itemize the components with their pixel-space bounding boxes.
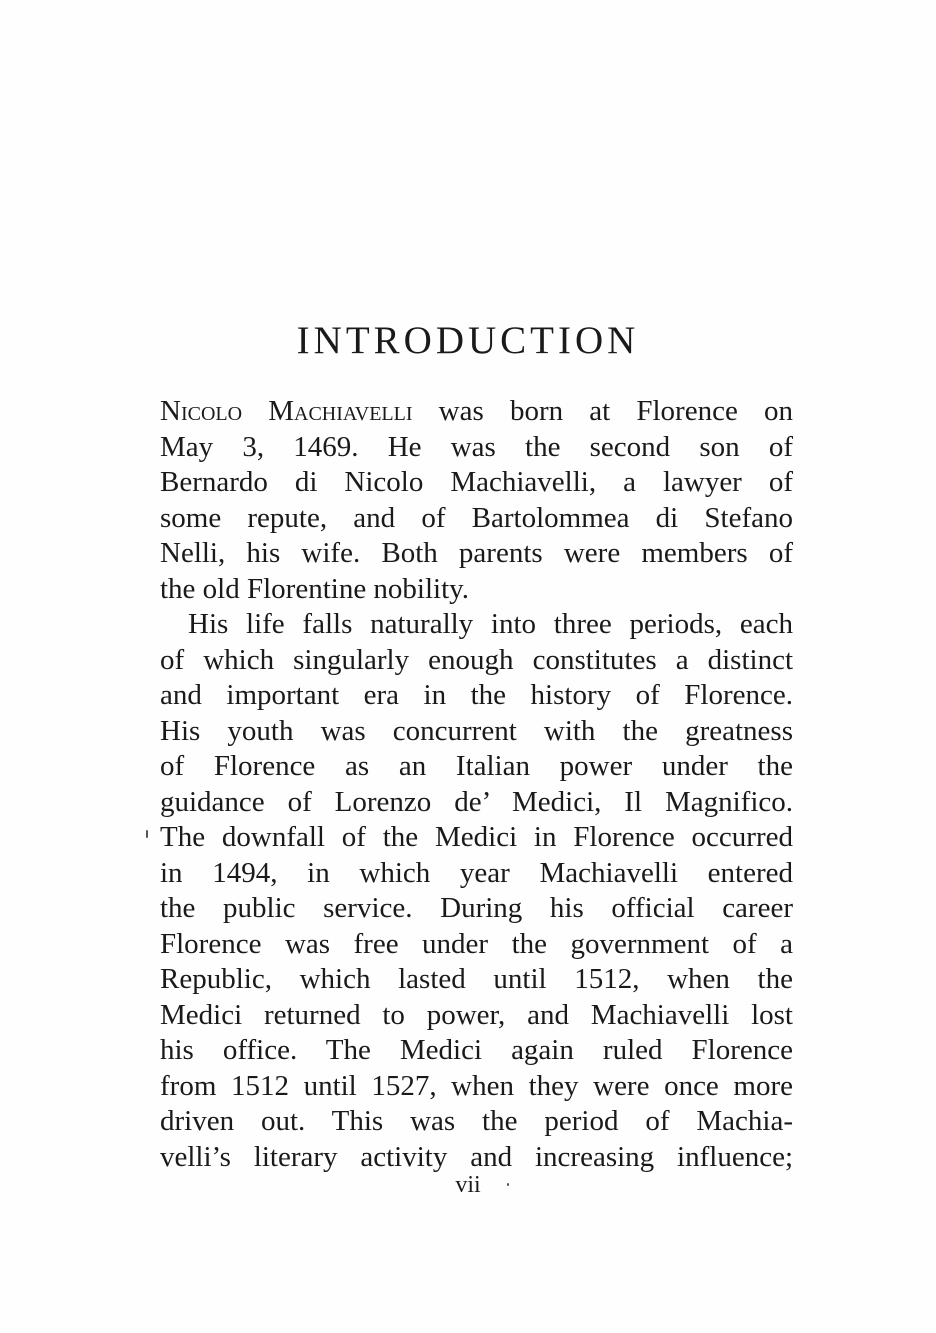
text-line: the old Florentine nobility.	[160, 572, 470, 605]
text-line: from 1512 until 1527, when they were once more	[160, 1069, 793, 1102]
text-line: some repute, and of Bartolommea di Stefano	[160, 501, 793, 534]
text-line: the public service. During his official career	[160, 892, 793, 924]
text-line: of which singularly enough constitutes a distinct	[160, 643, 793, 676]
text-line: Florence was free under the government of a	[160, 927, 793, 960]
text-line: Republic, which lasted until 1512, when the	[160, 963, 793, 995]
text-line: His life falls naturally into three periods, each	[188, 608, 793, 640]
text-line: May 3, 1469. He was the second son of	[160, 430, 793, 463]
author-name-smallcaps: Nicolo Machiavelli	[160, 395, 413, 427]
text-line: The downfall of the Medici in Florence occurred	[160, 821, 793, 853]
text-line: and important era in the history of Florence.	[160, 679, 793, 711]
page-number: vii	[455, 1172, 481, 1198]
text-line-rest: was born at Florence on	[412, 395, 793, 427]
print-speck	[146, 830, 148, 838]
text-line: Bernardo di Nicolo Machiavelli, a lawyer of	[160, 466, 793, 498]
text-line: velli’s literary activity and increasing influence;	[160, 1140, 793, 1173]
print-speck	[507, 1183, 509, 1186]
text-line: Medici returned to power, and Machiavelli lost	[160, 998, 793, 1031]
text-line: of Florence as an Italian power under the	[160, 750, 793, 782]
text-line: driven out. This was the period of Machia-	[160, 1105, 793, 1137]
text-line: His youth was concurrent with the greatness	[160, 714, 793, 747]
text-line: Nelli, his wife. Both parents were members of	[160, 537, 793, 569]
chapter-heading: INTRODUCTION	[296, 319, 640, 362]
text-line: guidance of Lorenzo de’ Medici, Il Magnifico.	[160, 785, 793, 818]
text-line: his office. The Medici again ruled Florence	[160, 1034, 793, 1066]
body-text	[160, 394, 793, 1175]
text-line	[160, 394, 793, 430]
text-line: in 1494, in which year Machiavelli entered	[160, 856, 793, 889]
